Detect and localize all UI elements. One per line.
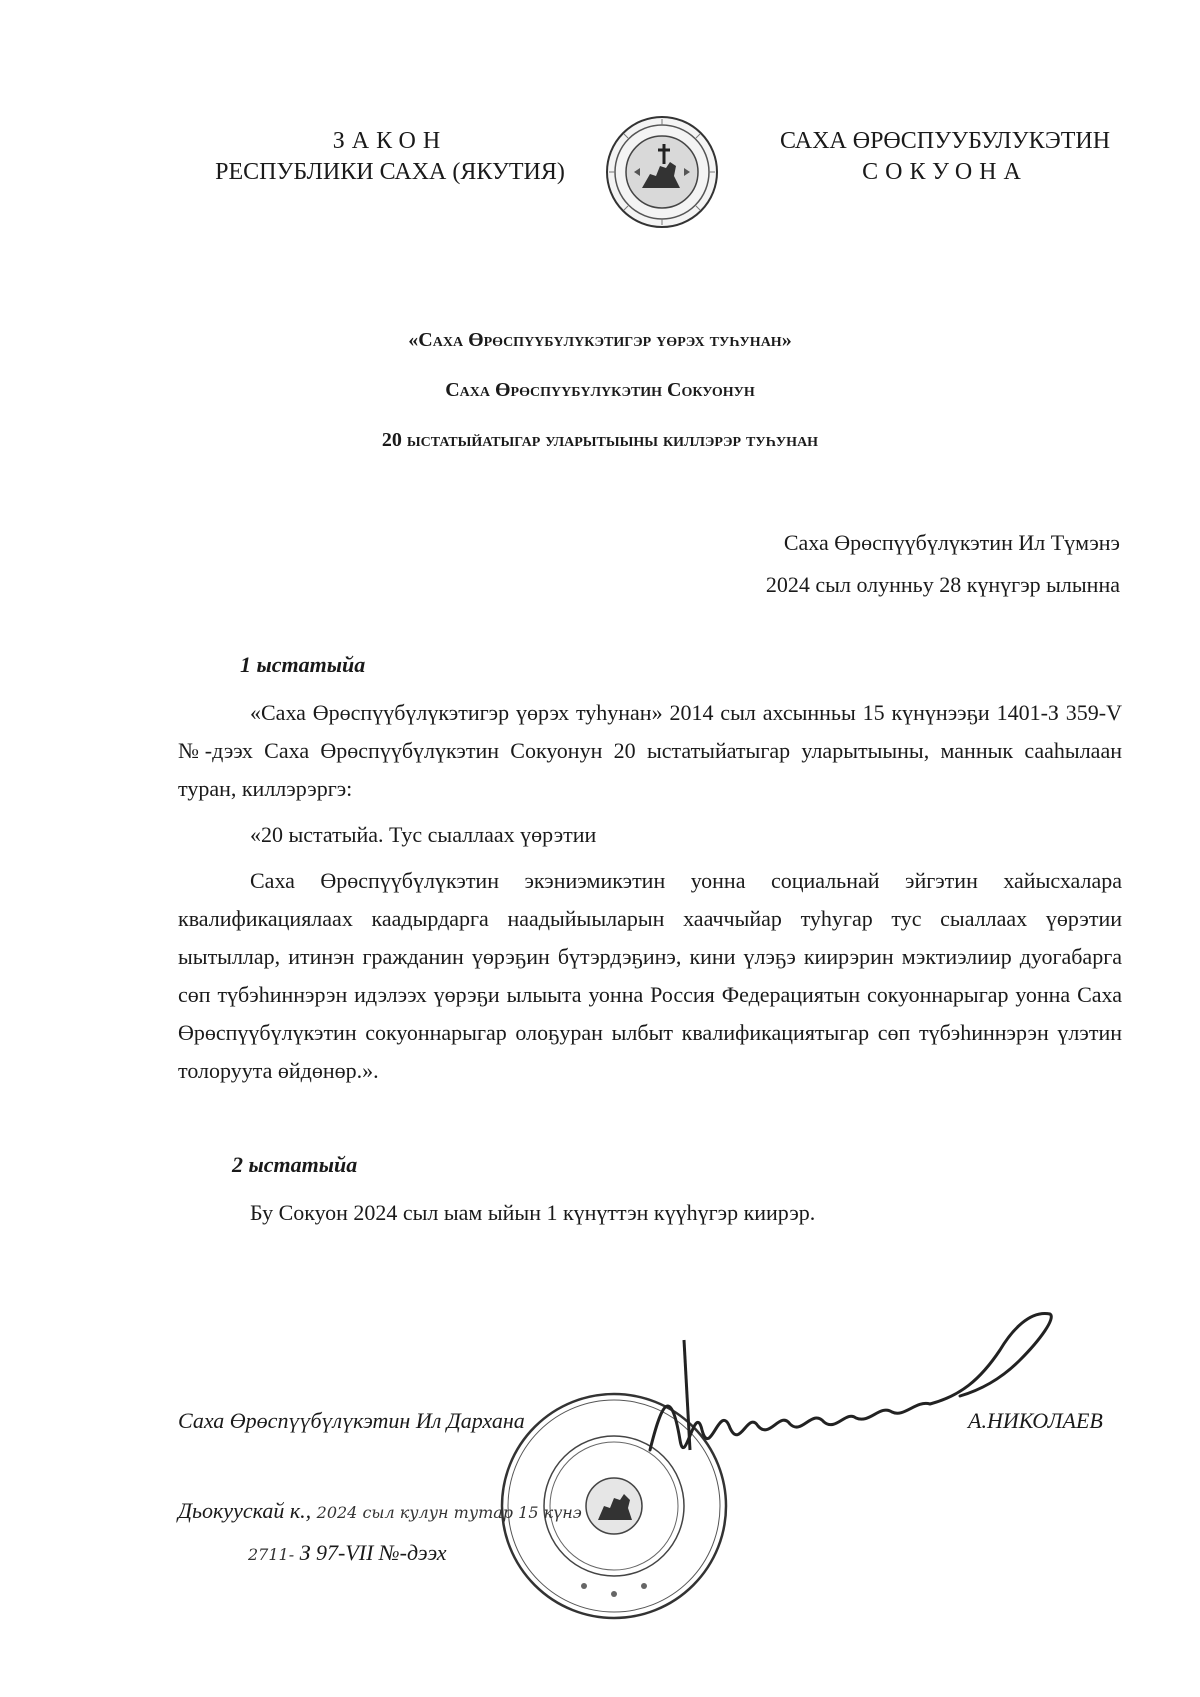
title-line-3: 20 ыстатыйатыгар уларытыыны киллэрэр туһунан xyxy=(381,429,819,451)
law-number-text: З 97-VII №-дээх xyxy=(299,1540,447,1565)
header-law-sakha-label: СОКУОНА xyxy=(862,159,1028,185)
adopted-by: Саха Өрөспүүбүлүкэтин Ил Түмэнэ xyxy=(783,530,1120,555)
header-law-label: ЗАКОН xyxy=(332,128,448,154)
adoption-block xyxy=(620,522,1120,606)
article-1-heading: 1 ыстатыйа xyxy=(240,652,366,677)
article-2-heading: 2 ыстатыйа xyxy=(232,1152,358,1177)
law-number xyxy=(248,1540,447,1566)
title-line-1: «Саха Өрөспүүбүлүкэтигэр үөрэх туһунан» xyxy=(408,329,792,351)
article-2-paragraph-1: Бу Сокуон 2024 сыл ыам ыйын 1 күнүттэн күүһүгэр киирэр. xyxy=(250,1200,816,1225)
coat-of-arms-emblem-icon xyxy=(604,114,720,230)
article-1-paragraph-1: «Саха Өрөспүүбүлүкэтигэр үөрэх туһунан» 2014 сыл ахсынньы 15 күнүнээҕи 1401-З 359-V №-дээх Саха Өрөспүүбүлүкэтин Сокуонун 20 ыстатыйатыгар уларытыыны, маннык сааһылаан туран, киллэрэргэ: xyxy=(178,700,1122,801)
header-left xyxy=(200,126,580,188)
article-2 xyxy=(178,1146,1122,1232)
title-line-2: Саха Өрөспүүбүлүкэтин Сокуонун xyxy=(445,379,755,401)
article-1 xyxy=(178,646,1122,1098)
signatory-name: А.НИКОЛАЕВ xyxy=(968,1408,1103,1433)
document-title xyxy=(150,315,1050,465)
article-1-paragraph-2: «20 ыстатыйа. Тус сыаллаах үөрэтии xyxy=(250,822,597,847)
law-number-handwritten: 2711- xyxy=(248,1545,295,1564)
header-republic-sakha-label: САХА ӨРӨСПУУБУЛУКЭТИН xyxy=(779,128,1111,154)
handwritten-signature-icon xyxy=(640,1300,1060,1480)
adoption-date: 2024 сыл олунньу 28 күнүгэр ылынна xyxy=(765,572,1120,597)
article-1-paragraph-3: Саха Өрөспүүбүлүкэтин экэниэмикэтин уонна социальнай эйгэтин хайысхалара квалификациялаах каадырдарга наадыйыыларын хааччыйар туһугар тус сыаллаах үөрэтии ыытыллар, итинэн гражданин үөрэҕин бүтэрдэҕинэ, кини үлэҕэ киирэрин мэктиэлиир дуогабарга сөп түбэһиннэрэн идэлээх үөрэҕи ылыыта уонна Россия Федерациятын сокуоннарыгар уонна Саха Өрөспүүбүлүкэтин сокуоннарыгар олоҕуран ылбыт квалификациятыгар сөп түбэһиннэрэн үлэтин толоруута өйдөнөр.». xyxy=(178,868,1122,1083)
signing-place: Дьокуускай к., xyxy=(178,1498,312,1523)
signing-place-date xyxy=(178,1498,582,1524)
header-republic-label: РЕСПУБЛИКИ САХА (ЯКУТИЯ) xyxy=(215,159,565,185)
header-right xyxy=(755,126,1135,188)
signatory-title: Саха Өрөспүүбүлүкэтин Ил Дархана xyxy=(178,1408,525,1433)
signing-date-handwritten: 2024 сыл кулун тутар 15 күнэ xyxy=(316,1503,582,1522)
